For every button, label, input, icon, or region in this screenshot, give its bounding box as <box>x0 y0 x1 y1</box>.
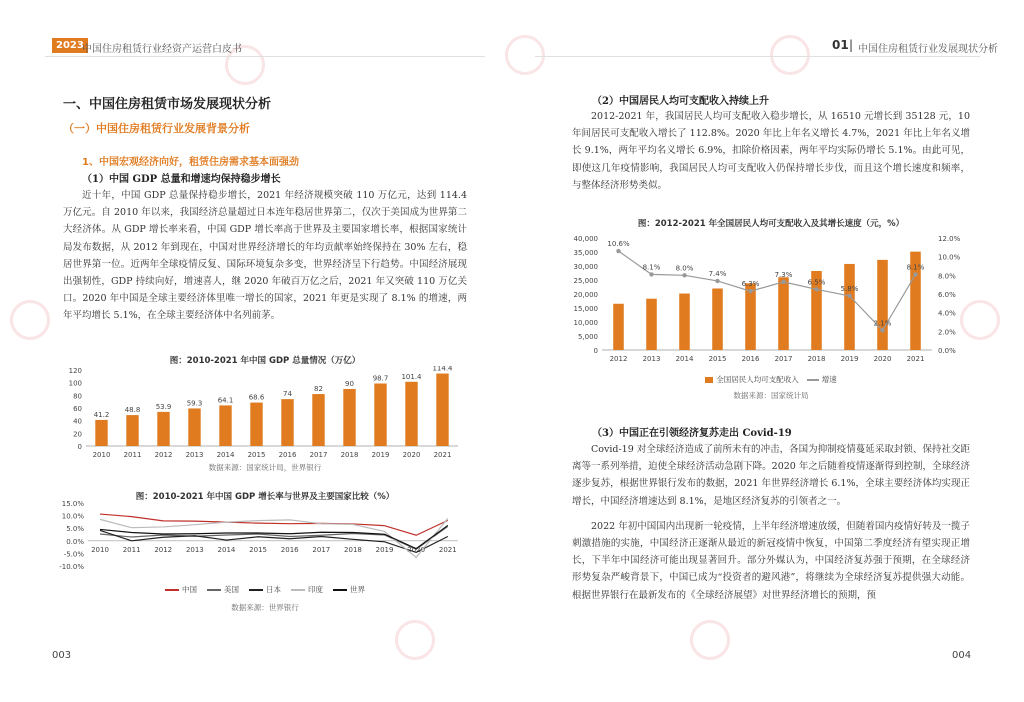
y2-tick-label: 2.0% <box>938 328 956 337</box>
growth-point <box>814 287 818 291</box>
legend-label: 印度 <box>308 585 323 594</box>
data-label: 64.1 <box>217 396 234 405</box>
y-tick-label: 0 <box>77 443 82 451</box>
x-tick-label: 2012 <box>609 355 628 363</box>
bar <box>877 260 888 350</box>
data-label: 6.5% <box>807 278 826 287</box>
x-tick-label: 2017 <box>774 355 793 363</box>
data-label: 74 <box>283 390 292 399</box>
x-tick-label: 2015 <box>249 545 268 554</box>
x-tick-label: 2014 <box>216 451 235 459</box>
bar <box>646 299 657 350</box>
section-heading: 一、中国住房租赁市场发展现状分析 <box>63 97 272 112</box>
legend-label: 世界 <box>350 585 365 594</box>
chart-source: 数据来源：世界银行 <box>231 603 299 612</box>
legend-item <box>165 584 197 595</box>
y-tick-label: -10.0% <box>59 563 84 571</box>
data-label: 98.7 <box>372 374 389 383</box>
y-tick-label: 20 <box>73 430 82 439</box>
bar <box>188 408 200 446</box>
x-tick-label: 2019 <box>840 355 859 363</box>
topic-heading: 1、中国宏观经济向好，租赁住房需求基本面强劲 <box>82 157 299 168</box>
bar <box>95 420 107 446</box>
x-tick-label: 2014 <box>675 355 694 363</box>
x-tick-label: 2016 <box>741 355 760 363</box>
y-tick-label: 120 <box>68 367 82 375</box>
y-tick-label: 20,000 <box>573 291 598 299</box>
bar <box>679 294 690 350</box>
growth-line <box>619 251 916 330</box>
gdp-growth-chart <box>58 500 468 572</box>
data-label: 10.6% <box>607 240 630 249</box>
watermark-logo <box>770 35 810 75</box>
x-tick-label: 2018 <box>344 545 362 554</box>
y-tick-label: 25,000 <box>573 277 598 285</box>
data-label: 48.8 <box>124 406 141 415</box>
body-text <box>572 108 970 194</box>
legend-label: 中国 <box>182 585 197 594</box>
bar <box>281 399 293 446</box>
legend-item <box>705 374 799 385</box>
growth-point <box>781 280 785 284</box>
x-tick-label: 2011 <box>123 451 142 459</box>
chart-title: 图：2010-2021 年中国 GDP 总量情况（万亿） <box>169 356 361 366</box>
x-tick-label: 2020 <box>407 545 426 554</box>
chart-source: 数据来源：国家统计局，世界银行 <box>208 463 322 472</box>
x-tick-label: 2015 <box>708 355 727 363</box>
y2-tick-label: 4.0% <box>938 309 956 318</box>
paragraph: 2012-2021 年，我国居民人均可支配收入稳步增长，从 16510 元增长到 35128 元，10 年间居民可支配收入增长了 112.8%。2020 年比上年名义增长 4.7%，2021 年比上年名义增长 9.1%，两年平均名义增长 6.9%，扣除价格因素，两年平均实际仍增长 5.1%。由此可见，即使这几年疫情影响，我国居民人均可支配收入仍保持增长步伐，而且这个增长速度和频率，与整体经济形势类似。 <box>572 111 970 191</box>
x-tick-label: 2021 <box>906 355 925 363</box>
x-tick-label: 2016 <box>278 451 297 459</box>
x-tick-label: 2019 <box>371 451 390 459</box>
x-tick-label: 2017 <box>309 451 328 459</box>
y-tick-label: -5.0% <box>63 550 84 559</box>
growth-point <box>649 272 653 276</box>
data-label: 7.4% <box>708 269 727 278</box>
legend-swatch <box>291 589 305 591</box>
header-left-title: 中国住房租赁行业经资产运营白皮书 <box>82 44 242 55</box>
y-tick-label: 10,000 <box>573 319 598 327</box>
x-tick-label: 2021 <box>433 451 452 459</box>
legend-label: 美国 <box>224 585 239 594</box>
x-tick-label: 2013 <box>185 545 204 554</box>
bar <box>157 412 169 446</box>
item-heading: （2）中国居民人均可支配收入持续上升 <box>592 96 769 107</box>
year-badge: 2023 <box>52 38 88 53</box>
bar <box>312 394 324 446</box>
growth-point <box>748 289 752 293</box>
header-divider <box>45 56 485 57</box>
growth-point <box>616 249 620 253</box>
legend-label: 增速 <box>821 375 837 384</box>
bar <box>712 288 723 350</box>
data-label: 2.1% <box>873 319 892 328</box>
data-label: 101.4 <box>401 372 422 381</box>
chart-title: 图：2010-2021 年中国 GDP 增长率与世界及主要国家比较（%） <box>135 492 395 502</box>
x-tick-label: 2010 <box>91 545 109 554</box>
x-tick-label: 2017 <box>312 545 331 554</box>
watermark-logo <box>395 620 435 660</box>
x-tick-label: 2018 <box>807 355 826 363</box>
bar <box>250 403 262 446</box>
bar <box>343 389 355 446</box>
legend-label: 日本 <box>266 585 281 594</box>
x-tick-label: 2020 <box>402 451 421 459</box>
legend-item <box>333 584 365 595</box>
legend-swatch <box>249 589 263 591</box>
data-label: 114.4 <box>432 366 453 373</box>
y-tick-label: 10.0% <box>61 512 84 521</box>
data-label: 5.8% <box>840 284 859 293</box>
body-text <box>572 441 970 604</box>
legend-swatch <box>705 377 713 383</box>
data-label: 6.3% <box>741 280 760 289</box>
page-number: 004 <box>952 650 972 661</box>
x-tick-label: 2010 <box>92 451 111 459</box>
y2-tick-label: 10.0% <box>938 253 961 262</box>
header-right-title: 中国住房租赁行业发展现状分析 <box>858 44 998 55</box>
item-heading: （3）中国正在引领经济复苏走出 Covid-19 <box>592 428 792 439</box>
header-divider <box>535 56 980 57</box>
growth-point <box>715 279 719 283</box>
data-label: 8.0% <box>675 264 694 273</box>
x-tick-label: 2015 <box>247 451 266 459</box>
gdp-total-chart <box>58 366 468 464</box>
chapter-number: 01 <box>832 38 849 52</box>
header-separator: | <box>849 38 854 52</box>
data-label: 82 <box>314 385 323 394</box>
y-tick-label: 0.0% <box>66 537 84 546</box>
growth-point <box>913 272 917 276</box>
x-tick-label: 2012 <box>154 545 173 554</box>
y-tick-label: 35,000 <box>573 249 598 257</box>
growth-point <box>880 328 884 332</box>
growth-point <box>682 273 686 277</box>
y-tick-label: 40 <box>73 417 82 426</box>
y-tick-label: 80 <box>73 392 82 401</box>
legend-item <box>249 584 281 595</box>
bar <box>405 382 417 446</box>
y-tick-label: 5,000 <box>577 333 598 341</box>
y-tick-label: 0 <box>593 347 598 355</box>
chart-title: 图：2012-2021 年全国居民人均可支配收入及其增长速度（元，%） <box>637 219 905 229</box>
page-number: 003 <box>52 650 72 661</box>
x-tick-label: 2013 <box>185 451 204 459</box>
data-label: 8.1% <box>906 263 925 272</box>
data-label: 41.2 <box>93 410 110 419</box>
y2-tick-label: 6.0% <box>938 291 956 299</box>
data-label: 53.9 <box>155 402 172 411</box>
x-tick-label: 2014 <box>217 545 236 554</box>
x-tick-label: 2012 <box>154 451 173 459</box>
item-heading: （1）中国 GDP 总量和增速均保持稳步增长 <box>82 174 281 185</box>
y-tick-label: 60 <box>73 405 82 413</box>
data-label: 59.3 <box>186 399 203 408</box>
x-tick-label: 2020 <box>873 355 892 363</box>
y-tick-label: 15,000 <box>573 305 598 313</box>
y2-tick-label: 12.0% <box>938 235 961 243</box>
y-tick-label: 30,000 <box>573 263 598 271</box>
paragraph: 近十年，中国 GDP 总量保持稳步增长，2021 年经济规模突破 110 万亿元，达到 114.4 万亿元。自 2010 年以来，我国经济总量超过日本连年稳居世界第二，仅次于美国成为世界第二大经济体。从 GDP 增长率来看，中国 GDP 增长率高于世界及主要国家增长率，根据国家统计局发布数据，从 2012 年到现在，中国对世界经济增长的年均贡献率始终保持在 30% 左右，稳居世界第一位。近两年全球疫情反复、国际环境复杂多变，世界经济呈下行趋势。中国经济展现出强韧性，GDP 持续向好，增速喜人，继 2020 年破百万亿之后，2021 年又突破 110 万亿关口。2020 年中国是全球主要经济体里唯一增长的国家，2021 年更是实现了 8.1% 的增速，两年平均增长 5.1%，在全球主要经济体中名列前茅。 <box>63 190 467 322</box>
y2-tick-label: 8.0% <box>938 272 956 281</box>
chart-source: 数据来源：国家统计局 <box>733 391 809 400</box>
watermark-logo <box>690 620 730 660</box>
data-label: 90 <box>345 380 354 388</box>
subsection-heading: （一）中国住房租赁行业发展背景分析 <box>63 122 250 135</box>
y-tick-label: 5.0% <box>66 525 84 534</box>
x-tick-label: 2016 <box>280 545 299 554</box>
bar <box>219 405 231 446</box>
body-text <box>63 187 467 325</box>
growth-point <box>847 294 851 298</box>
bar <box>613 304 624 350</box>
legend-label: 全国居民人均可支配收入 <box>716 375 799 384</box>
bar <box>126 415 138 446</box>
bar <box>778 277 789 350</box>
chart-legend <box>572 374 970 386</box>
legend-swatch <box>807 379 819 381</box>
legend-swatch <box>207 589 221 591</box>
data-label: 68.6 <box>248 393 265 402</box>
legend-swatch <box>333 589 347 591</box>
series-line-中国 <box>100 514 448 535</box>
y-tick-label: 15.0% <box>61 500 84 508</box>
data-label: 7.3% <box>774 270 793 279</box>
bar <box>436 374 448 446</box>
bar <box>844 264 855 350</box>
watermark-logo <box>505 35 545 75</box>
y-tick-label: 40,000 <box>573 235 598 243</box>
data-label: 8.1% <box>642 263 661 272</box>
legend-swatch <box>165 589 179 591</box>
income-chart <box>562 228 982 370</box>
legend-item <box>207 584 239 595</box>
x-tick-label: 2011 <box>122 545 141 554</box>
x-tick-label: 2019 <box>375 545 394 554</box>
x-tick-label: 2013 <box>642 355 661 363</box>
chart-legend <box>63 584 467 598</box>
paragraph: 2022 年初中国国内出现新一轮疫情，上半年经济增速放缓，但随着国内疫情好转及一揽子刺激措施的实施，中国经济正逐渐从最近的新冠疫情中恢复，中国第二季度经济有望实现正增长，下半年中国经济可能出现显著回升。部分外媒认为，中国经济复苏强于预期，在全球经济形势复杂严峻背景下，中国已成为“投资者的避风港”，将继续为全球经济复苏提供强大动能。根据世界银行在最新发布的《全球经济展望》对世界经济增长的预期，预 <box>572 520 970 601</box>
y2-tick-label: 0.0% <box>938 347 956 355</box>
bar <box>374 383 386 446</box>
paragraph: Covid-19 对全球经济造成了前所未有的冲击，各国为抑制疫情蔓延采取封锁、保持社交距离等一系列举措，迫使全球经济活动急剧下降。2020 年之后随着疫情逐渐得到控制，全球经济逐步复苏，根据世界银行发布的数据，2021 年世界经济增长 6.1%，全球主要经济体均实现正增长，中国经济增速达到 8.1%，是地区经济复苏的引领者之一。 <box>572 444 970 507</box>
watermark-logo <box>10 300 50 340</box>
y-tick-label: 100 <box>68 379 82 388</box>
x-tick-label: 2021 <box>438 545 457 554</box>
legend-item <box>291 584 323 595</box>
legend-item <box>807 374 837 385</box>
x-tick-label: 2018 <box>340 451 359 459</box>
